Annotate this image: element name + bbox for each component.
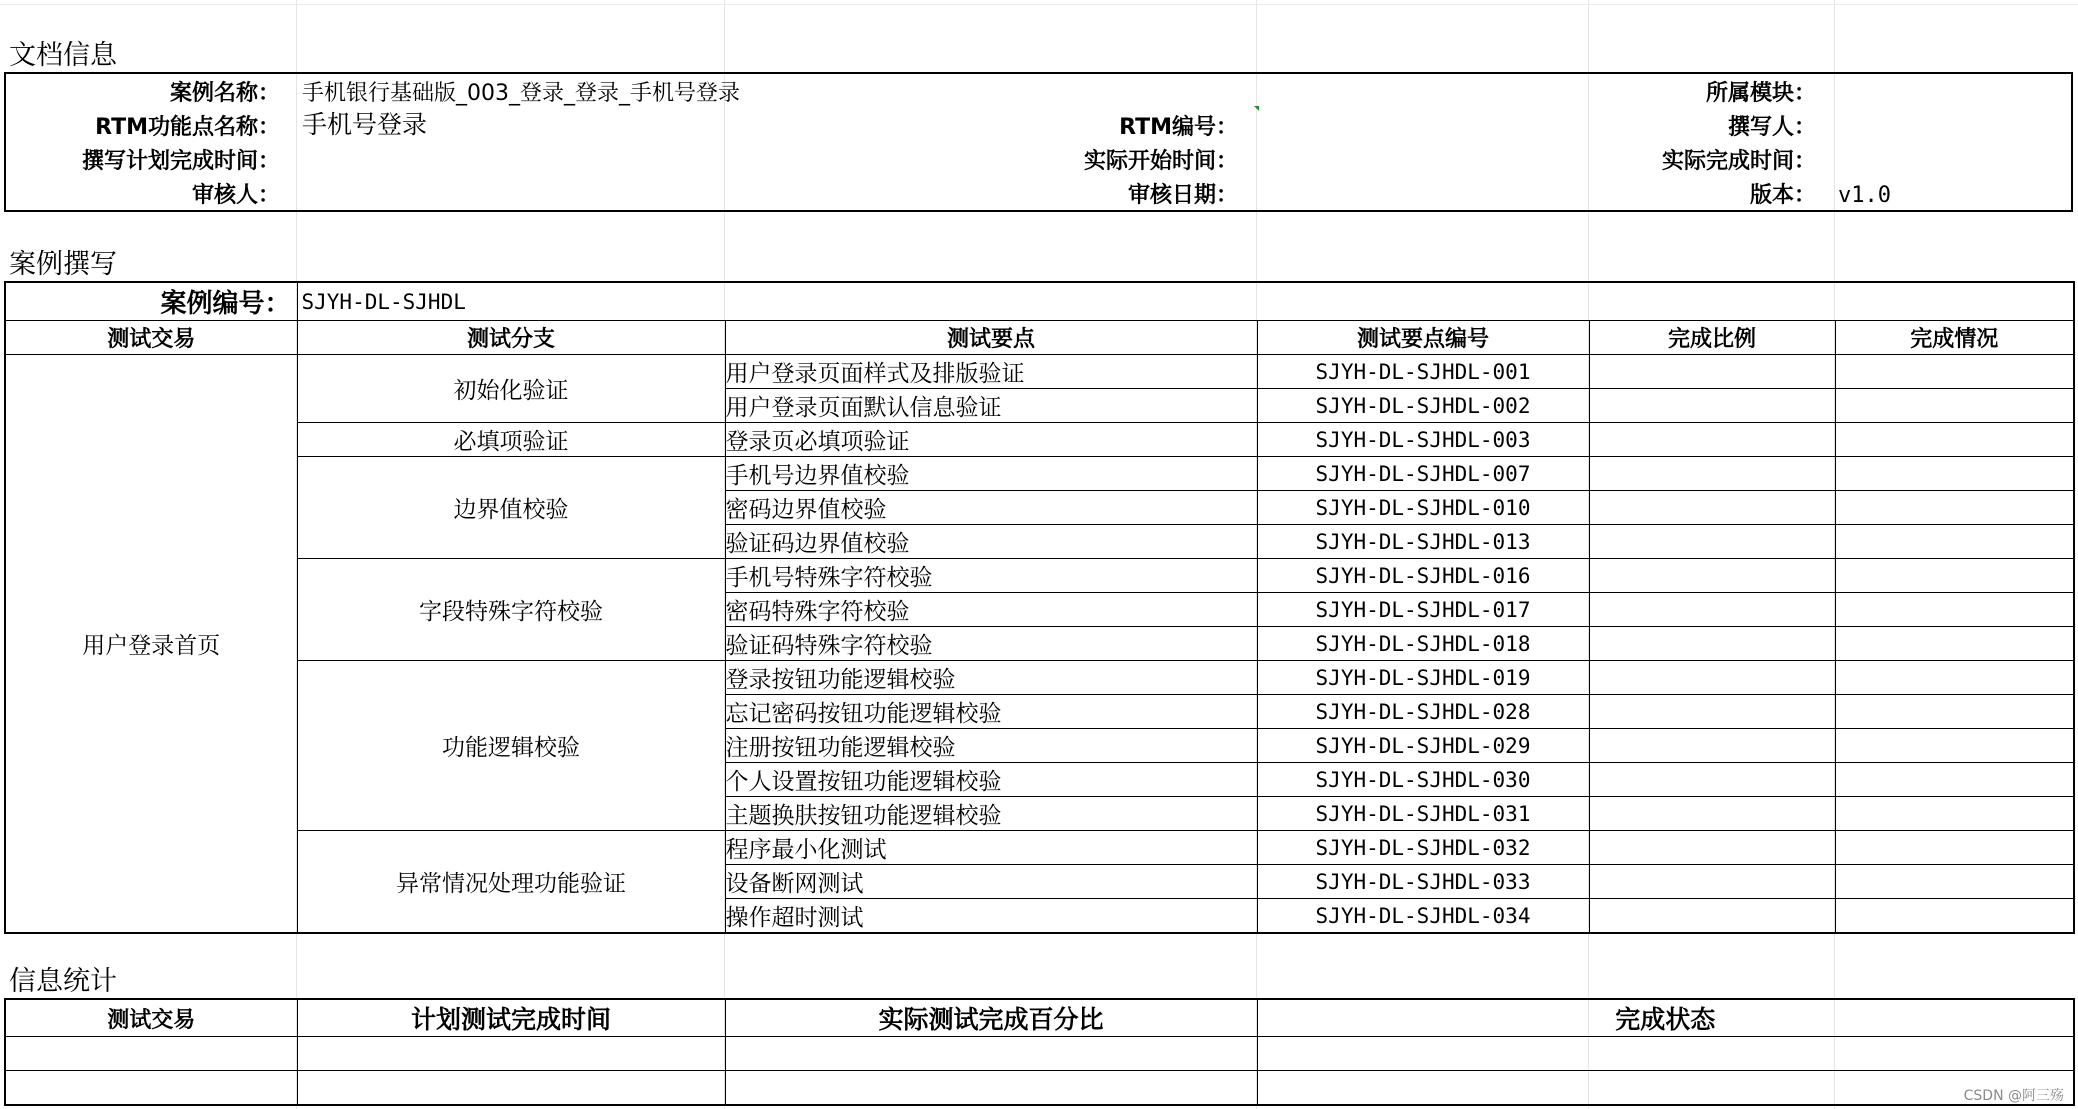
header-transaction: 测试交易 [5, 321, 297, 355]
ratio-cell[interactable] [1589, 525, 1835, 559]
ratio-cell[interactable] [1589, 389, 1835, 423]
status-cell[interactable] [1835, 865, 2074, 899]
point-code-cell[interactable]: SJYH-DL-SJHDL-019 [1257, 661, 1589, 695]
point-cell[interactable]: 密码特殊字符校验 [725, 593, 1257, 627]
ratio-cell[interactable] [1589, 797, 1835, 831]
table-row [5, 661, 2074, 695]
point-code-cell[interactable]: SJYH-DL-SJHDL-002 [1257, 389, 1589, 423]
branch-cell[interactable]: 初始化验证 [297, 355, 725, 423]
stats-cell[interactable] [297, 1037, 725, 1071]
reviewer-label: 审核人： [191, 183, 280, 208]
rtm-point-label: RTM功能点名称： [95, 115, 280, 140]
ratio-cell[interactable] [1589, 627, 1835, 661]
table-row [5, 457, 2074, 491]
module-label: 所属模块： [1705, 81, 1816, 106]
status-cell[interactable] [1835, 763, 2074, 797]
stats-cell[interactable] [297, 1071, 725, 1105]
branch-cell[interactable]: 必填项验证 [297, 423, 725, 457]
ratio-cell[interactable] [1589, 491, 1835, 525]
version-value[interactable]: v1.0 [1838, 183, 1891, 208]
actual-start-label: 实际开始时间： [1083, 149, 1238, 174]
branch-cell[interactable]: 边界值校验 [297, 457, 725, 559]
point-code-cell[interactable]: SJYH-DL-SJHDL-030 [1257, 763, 1589, 797]
point-code-cell[interactable]: SJYH-DL-SJHDL-010 [1257, 491, 1589, 525]
stats-cell[interactable] [725, 1037, 1257, 1071]
point-cell[interactable]: 个人设置按钮功能逻辑校验 [725, 763, 1257, 797]
header-ratio: 完成比例 [1589, 321, 1835, 355]
case-table [4, 281, 2075, 934]
status-cell[interactable] [1835, 559, 2074, 593]
point-cell[interactable]: 验证码特殊字符校验 [725, 627, 1257, 661]
ratio-cell[interactable] [1589, 899, 1835, 934]
status-cell[interactable] [1835, 729, 2074, 763]
ratio-cell[interactable] [1589, 763, 1835, 797]
transaction-cell[interactable]: 用户登录首页 [5, 355, 297, 934]
plan-finish-label: 撰写计划完成时间： [81, 149, 280, 174]
cell-comment-marker [1254, 106, 1259, 111]
point-cell[interactable]: 操作超时测试 [725, 899, 1257, 934]
ratio-cell[interactable] [1589, 457, 1835, 491]
status-cell[interactable] [1835, 593, 2074, 627]
point-cell[interactable]: 主题换肤按钮功能逻辑校验 [725, 797, 1257, 831]
point-code-cell[interactable]: SJYH-DL-SJHDL-028 [1257, 695, 1589, 729]
actual-finish-label: 实际完成时间： [1661, 149, 1816, 174]
header-branch: 测试分支 [297, 321, 725, 355]
stats-header [5, 999, 2074, 1037]
status-cell[interactable] [1835, 695, 2074, 729]
stats-header-plan-time: 计划测试完成时间 [297, 999, 725, 1037]
point-cell[interactable]: 用户登录页面样式及排版验证 [725, 355, 1257, 389]
point-cell[interactable]: 用户登录页面默认信息验证 [725, 389, 1257, 423]
branch-cell[interactable]: 异常情况处理功能验证 [297, 831, 725, 934]
point-cell[interactable]: 忘记密码按钮功能逻辑校验 [725, 695, 1257, 729]
point-code-cell[interactable]: SJYH-DL-SJHDL-001 [1257, 355, 1589, 389]
table-row [5, 559, 2074, 593]
author-label: 撰写人： [1727, 115, 1816, 140]
header-status: 完成情况 [1835, 321, 2074, 355]
stats-cell[interactable] [5, 1037, 297, 1071]
ratio-cell[interactable] [1589, 593, 1835, 627]
doc-info-title: 文档信息 [9, 40, 117, 71]
ratio-cell[interactable] [1589, 729, 1835, 763]
table-row [5, 831, 2074, 865]
point-cell[interactable]: 密码边界值校验 [725, 491, 1257, 525]
ratio-cell[interactable] [1589, 831, 1835, 865]
status-cell[interactable] [1835, 797, 2074, 831]
watermark: CSDN @阿三殇 [1963, 1088, 2064, 1104]
point-code-cell[interactable]: SJYH-DL-SJHDL-032 [1257, 831, 1589, 865]
ratio-cell[interactable] [1589, 865, 1835, 899]
point-cell[interactable]: 登录按钮功能逻辑校验 [725, 661, 1257, 695]
rtm-point-value[interactable]: 手机号登录 [302, 110, 428, 139]
branch-cell[interactable]: 字段特殊字符校验 [297, 559, 725, 661]
ratio-cell[interactable] [1589, 559, 1835, 593]
status-cell[interactable] [1835, 831, 2074, 865]
point-cell[interactable]: 手机号边界值校验 [725, 457, 1257, 491]
ratio-cell[interactable] [1589, 695, 1835, 729]
point-code-cell[interactable]: SJYH-DL-SJHDL-017 [1257, 593, 1589, 627]
stats-cell[interactable] [1257, 1071, 2074, 1105]
ratio-cell[interactable] [1589, 355, 1835, 389]
stats-header-status: 完成状态 [1257, 999, 2074, 1037]
case-name-value[interactable]: 手机银行基础版_003_登录_登录_手机号登录 [302, 81, 740, 106]
point-code-cell[interactable]: SJYH-DL-SJHDL-033 [1257, 865, 1589, 899]
case-table-header [5, 321, 2074, 355]
status-cell[interactable] [1835, 899, 2074, 934]
point-code-cell[interactable]: SJYH-DL-SJHDL-003 [1257, 423, 1589, 457]
point-code-cell[interactable]: SJYH-DL-SJHDL-029 [1257, 729, 1589, 763]
stats-cell[interactable] [1257, 1037, 2074, 1071]
review-date-label: 审核日期： [1127, 183, 1238, 208]
point-cell[interactable]: 手机号特殊字符校验 [725, 559, 1257, 593]
stats-header-actual-percent: 实际测试完成百分比 [725, 999, 1257, 1037]
status-cell[interactable] [1835, 355, 2074, 389]
status-cell[interactable] [1835, 491, 2074, 525]
status-cell[interactable] [1835, 423, 2074, 457]
point-code-cell[interactable]: SJYH-DL-SJHDL-034 [1257, 899, 1589, 934]
case-name-label: 案例名称： [169, 81, 280, 106]
stats-row [5, 1037, 2074, 1071]
stats-cell[interactable] [725, 1071, 1257, 1105]
table-row [5, 423, 2074, 457]
ratio-cell[interactable] [1589, 423, 1835, 457]
stats-table [4, 998, 2075, 1106]
point-code-cell[interactable]: SJYH-DL-SJHDL-018 [1257, 627, 1589, 661]
version-label: 版本： [1749, 183, 1816, 208]
stats-row [5, 1071, 2074, 1105]
point-cell[interactable]: 验证码边界值校验 [725, 525, 1257, 559]
status-cell[interactable] [1835, 661, 2074, 695]
header-point: 测试要点 [725, 321, 1257, 355]
status-cell[interactable] [1835, 457, 2074, 491]
status-cell[interactable] [1835, 627, 2074, 661]
table-row [5, 355, 2074, 389]
point-code-cell[interactable]: SJYH-DL-SJHDL-031 [1257, 797, 1589, 831]
stats-cell[interactable] [5, 1071, 297, 1105]
point-code-cell[interactable]: SJYH-DL-SJHDL-007 [1257, 457, 1589, 491]
branch-cell[interactable]: 功能逻辑校验 [297, 661, 725, 831]
stats-title: 信息统计 [9, 966, 117, 997]
header-code: 测试要点编号 [1257, 321, 1589, 355]
case-write-title: 案例撰写 [9, 249, 117, 280]
stats-header-transaction: 测试交易 [5, 999, 297, 1037]
status-cell[interactable] [1835, 389, 2074, 423]
point-cell[interactable]: 程序最小化测试 [725, 831, 1257, 865]
ratio-cell[interactable] [1589, 661, 1835, 695]
case-no-value[interactable]: SJYH-DL-SJHDL [297, 282, 2074, 321]
point-cell[interactable]: 设备断网测试 [725, 865, 1257, 899]
point-code-cell[interactable]: SJYH-DL-SJHDL-016 [1257, 559, 1589, 593]
point-cell[interactable]: 注册按钮功能逻辑校验 [725, 729, 1257, 763]
rtm-no-label: RTM编号： [1119, 115, 1238, 140]
case-no-label: 案例编号： [5, 282, 297, 321]
status-cell[interactable] [1835, 525, 2074, 559]
point-code-cell[interactable]: SJYH-DL-SJHDL-013 [1257, 525, 1589, 559]
point-cell[interactable]: 登录页必填项验证 [725, 423, 1257, 457]
